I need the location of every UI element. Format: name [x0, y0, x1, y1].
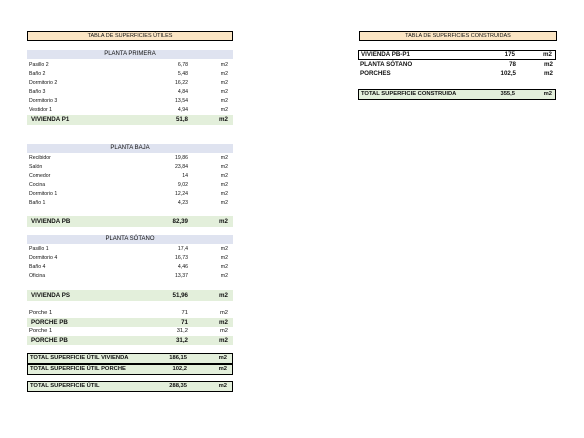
subtotal-row — [27, 216, 233, 227]
item-name: Baño 4 — [29, 264, 46, 270]
item-name: Baño 2 — [29, 71, 46, 77]
item-name: Cocina — [29, 182, 46, 188]
subtotal-name: VIVIENDA PS — [31, 292, 70, 299]
item-name: VIVIENDA PB-P1 — [361, 51, 410, 58]
item-value: 5,48 — [177, 71, 188, 77]
item-unit: m2 — [544, 70, 553, 77]
subtotal-value: 31,2 — [175, 337, 188, 344]
subtotal-value: 51,8 — [175, 116, 188, 123]
item-name: Dormitorio 1 — [29, 191, 58, 197]
item-value: 31,2 — [176, 328, 188, 334]
item-unit: m2 — [220, 80, 228, 86]
planta-baja-title: PLANTA BAJA — [27, 144, 233, 153]
planta-primera-list — [27, 61, 233, 125]
item-name: Porche 1 — [29, 328, 53, 334]
subtotal-value: 71 — [181, 319, 188, 326]
item-value: 4,94 — [177, 107, 188, 113]
item-unit: m2 — [220, 155, 228, 161]
porche-row — [27, 327, 233, 336]
total-name: TOTAL SUPERFICIE ÚTIL PORCHE — [30, 366, 126, 372]
total-construida-row — [358, 89, 556, 100]
item-unit: m2 — [220, 255, 228, 261]
subtotal-name: VIVIENDA PB — [31, 218, 71, 225]
item-name: Salón — [29, 164, 43, 170]
item-unit: m2 — [220, 98, 228, 104]
list-item — [358, 69, 556, 78]
item-value: 78 — [509, 61, 516, 68]
list-item — [27, 79, 233, 88]
list-item — [27, 106, 233, 115]
planta-sotano-title: PLANTA SÓTANO — [27, 235, 233, 244]
useful-areas-header: TABLA DE SUPERFICIES ÚTILES — [27, 31, 233, 41]
item-unit: m2 — [220, 164, 228, 170]
item-name: Comedor — [29, 173, 51, 179]
item-unit: m2 — [220, 62, 228, 68]
total-unit: m2 — [218, 355, 227, 361]
item-value: 16,22 — [175, 80, 188, 86]
item-name: Porche 1 — [29, 310, 53, 316]
item-value: 19,86 — [175, 155, 188, 161]
list-item — [27, 163, 233, 172]
item-value: 13,37 — [175, 273, 188, 279]
planta-sotano-list — [27, 245, 233, 281]
item-unit: m2 — [544, 61, 553, 68]
item-name: Dormitorio 4 — [29, 255, 58, 261]
item-unit: m2 — [220, 264, 228, 270]
total-util-row — [27, 381, 233, 392]
item-name: Recibidor — [29, 155, 51, 161]
item-name: Pasillo 1 — [29, 246, 49, 252]
subtotal-unit: m2 — [219, 319, 228, 326]
list-item — [27, 70, 233, 79]
item-unit: m2 — [220, 246, 228, 252]
item-name: Dormitorio 3 — [29, 98, 58, 104]
subtotal-unit: m2 — [219, 218, 228, 225]
item-value: 23,84 — [175, 164, 188, 170]
subtotal-row — [27, 290, 233, 301]
item-value: 6,78 — [177, 62, 188, 68]
built-areas-header: TABLA DE SUPERFICIES CONSTRUIDAS — [359, 31, 557, 41]
subtotal-name: VIVIENDA P1 — [31, 116, 70, 123]
item-unit: m2 — [220, 273, 228, 279]
item-unit: m2 — [219, 328, 228, 334]
planta-baja-list — [27, 154, 233, 208]
total-value: 355,5 — [500, 91, 515, 97]
item-value: 14 — [182, 173, 188, 179]
total-name: TOTAL SUPERFICIE ÚTIL VIVIENDA — [30, 355, 129, 361]
total-vivienda-row — [27, 353, 233, 364]
list-item — [27, 254, 233, 263]
total-value: 186,15 — [169, 355, 187, 361]
item-unit: m2 — [220, 191, 228, 197]
list-item — [27, 199, 233, 208]
item-unit: m2 — [220, 173, 228, 179]
item-name: Pasillo 2 — [29, 62, 49, 68]
subtotal-unit: m2 — [219, 292, 228, 299]
item-value: 71 — [181, 310, 188, 316]
item-unit: m2 — [220, 182, 228, 188]
item-value: 12,24 — [175, 191, 188, 197]
subtotal-name: PORCHE PB — [31, 337, 68, 344]
list-item — [27, 61, 233, 70]
total-name: TOTAL SUPERFICIE ÚTIL — [30, 383, 100, 389]
item-name: Vestidor 1 — [29, 107, 53, 113]
planta-primera-title: PLANTA PRIMERA — [27, 50, 233, 59]
total-value: 288,35 — [169, 383, 187, 389]
subtotal-row — [27, 115, 233, 125]
item-name: Baño 1 — [29, 200, 46, 206]
list-item — [358, 60, 556, 69]
item-unit: m2 — [220, 107, 228, 113]
item-unit: m2 — [219, 310, 228, 316]
built-areas-list — [358, 50, 556, 78]
total-unit: m2 — [218, 366, 227, 372]
item-value: 17,4 — [177, 246, 188, 252]
total-porche-row — [27, 364, 233, 375]
total-unit: m2 — [218, 383, 227, 389]
list-item — [27, 88, 233, 97]
total-name: TOTAL SUPERFICIE CONSTRUIDA — [361, 91, 457, 97]
item-value: 13,54 — [175, 98, 188, 104]
total-unit: m2 — [543, 91, 552, 97]
porche-row — [27, 309, 233, 318]
list-item — [358, 50, 556, 60]
porche-subtotal-row — [27, 336, 233, 345]
subtotal-value: 82,39 — [172, 218, 188, 225]
porche-subtotal-row — [27, 318, 233, 327]
item-unit: m2 — [220, 89, 228, 95]
item-value: 9,02 — [177, 182, 188, 188]
list-item — [27, 97, 233, 106]
list-item — [27, 190, 233, 199]
item-name: Oficina — [29, 273, 46, 279]
item-name: Dormitorio 2 — [29, 80, 58, 86]
item-unit: m2 — [220, 71, 228, 77]
item-value: 16,73 — [175, 255, 188, 261]
list-item — [27, 181, 233, 190]
item-name: PLANTA SÓTANO — [360, 61, 413, 68]
item-name: PORCHES — [360, 70, 391, 77]
item-value: 175 — [504, 51, 515, 58]
list-item — [27, 172, 233, 181]
item-value: 4,23 — [177, 200, 188, 206]
item-unit: m2 — [543, 51, 552, 58]
list-item — [27, 272, 233, 281]
list-item — [27, 154, 233, 163]
item-unit: m2 — [220, 200, 228, 206]
total-value: 102,2 — [172, 366, 187, 372]
item-value: 102,5 — [500, 70, 516, 77]
item-value: 4,84 — [177, 89, 188, 95]
subtotal-unit: m2 — [219, 337, 228, 344]
list-item — [27, 245, 233, 254]
list-item — [27, 263, 233, 272]
item-value: 4,46 — [177, 264, 188, 270]
subtotal-value: 51,96 — [172, 292, 188, 299]
subtotal-unit: m2 — [219, 116, 228, 123]
subtotal-name: PORCHE PB — [31, 319, 68, 326]
item-name: Baño 3 — [29, 89, 46, 95]
